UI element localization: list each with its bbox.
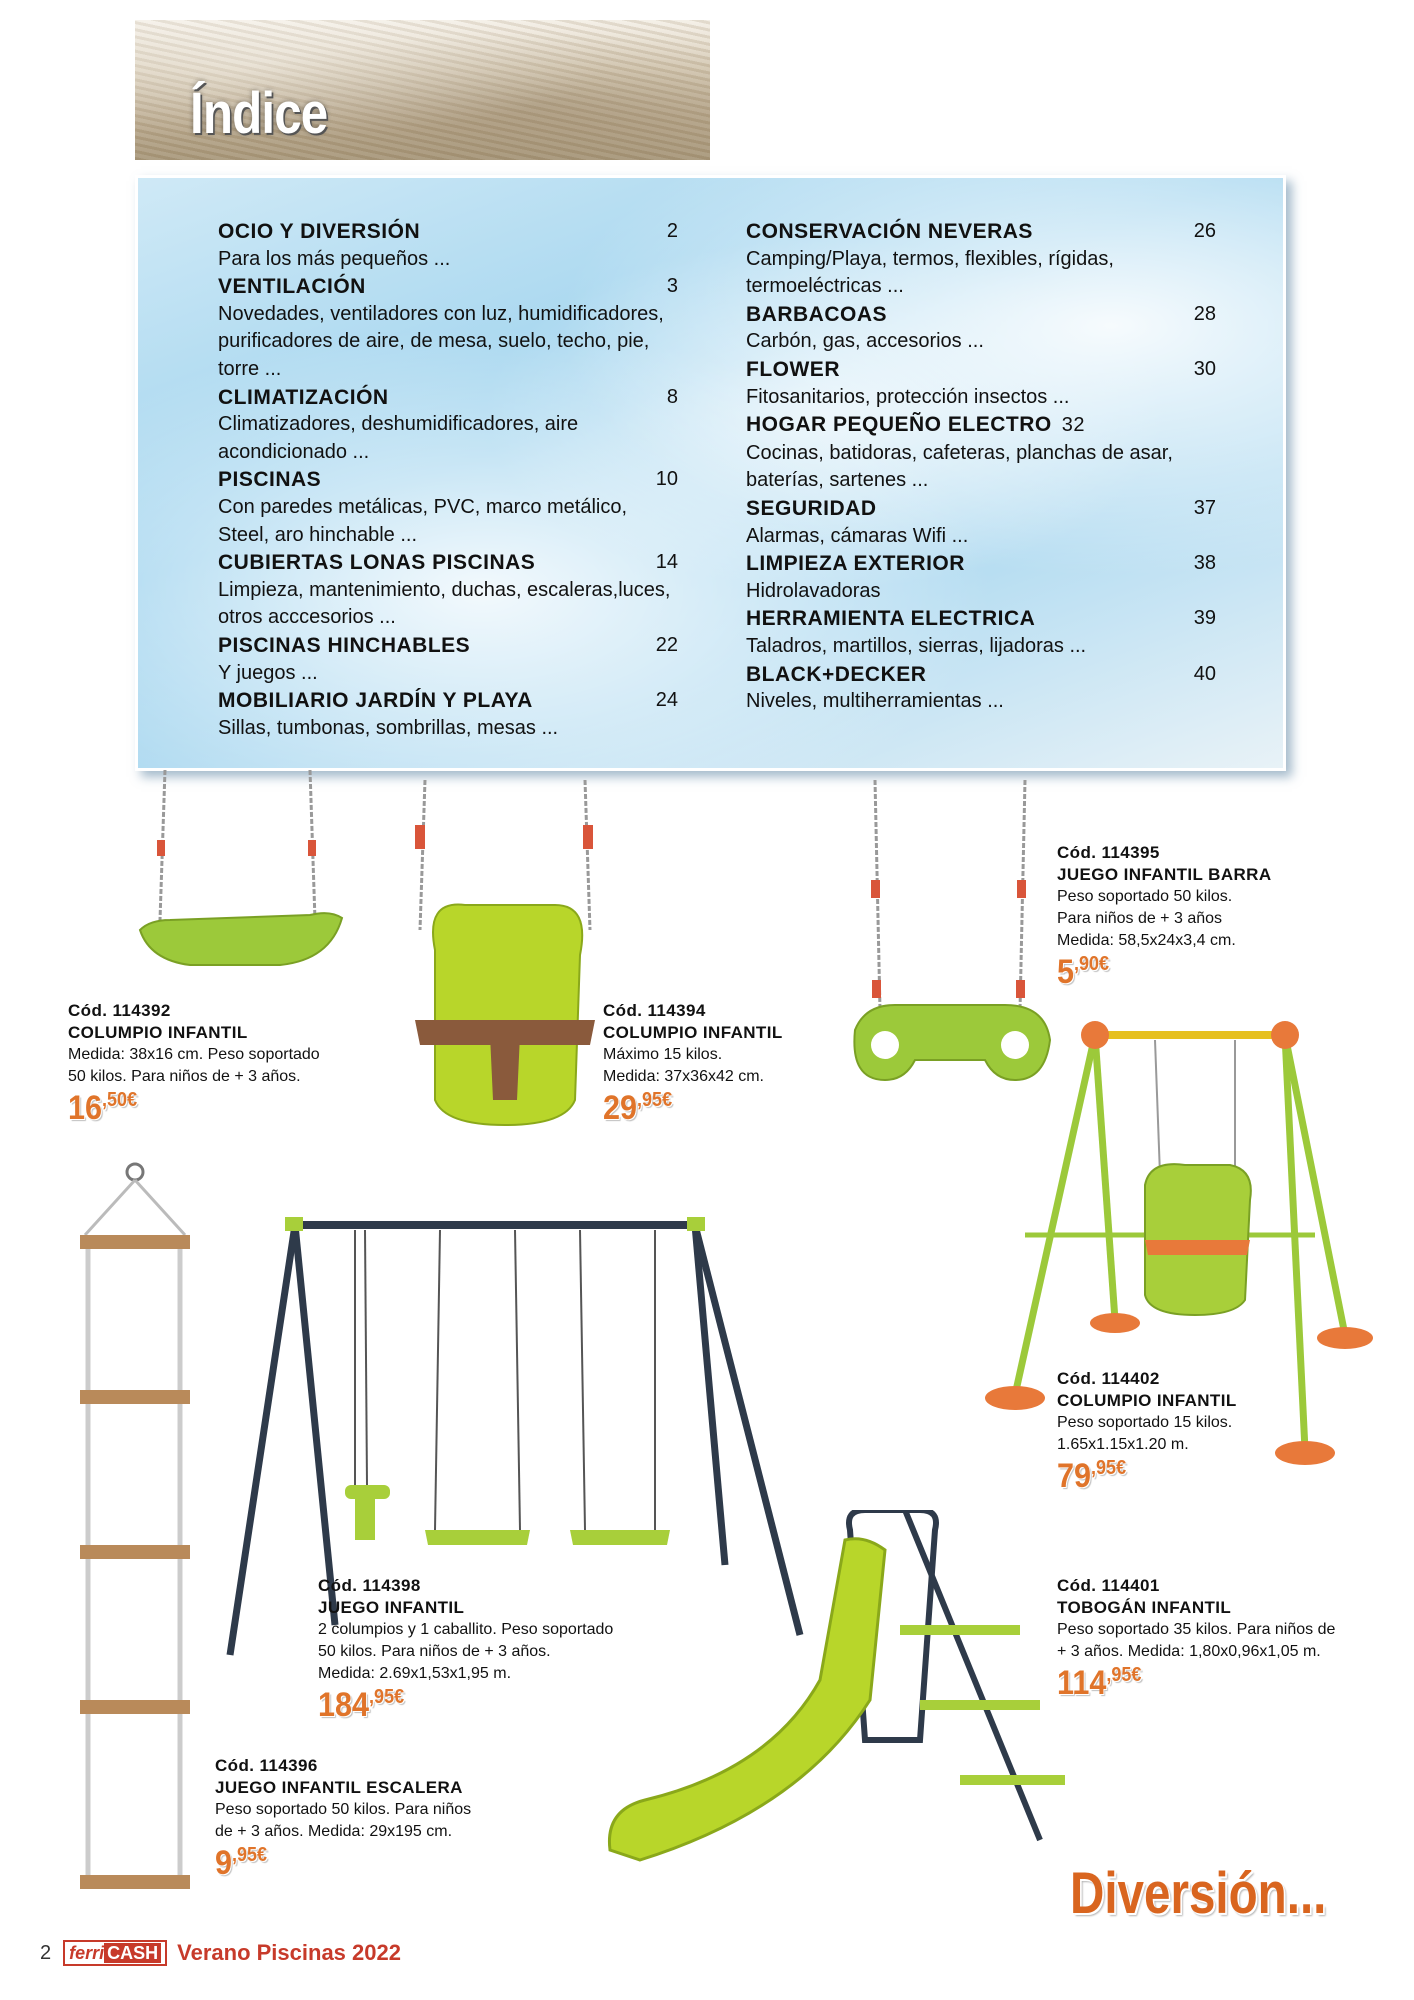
product-114401 xyxy=(1057,1575,1335,1703)
product-code: Cód. 114394 xyxy=(603,1001,706,1020)
index-entry-desc: Carbón, gas, accesorios ... xyxy=(746,330,984,353)
index-entry-desc: Y juegos ... xyxy=(218,661,318,684)
index-entry-title: PISCINAS xyxy=(218,468,322,492)
product-price xyxy=(68,1088,295,1128)
index-entry-desc: Niveles, multiherramientas ... xyxy=(746,690,1004,713)
index-entry-page: 8 xyxy=(666,385,678,408)
index-entry-desc: Hidrolavadoras xyxy=(746,579,881,602)
index-entry-title: VENTILACIÓN xyxy=(218,275,366,299)
product-price xyxy=(1057,1456,1219,1496)
product-name: JUEGO INFANTIL ESCALERA xyxy=(215,1778,463,1797)
index-entry[interactable] xyxy=(746,411,1216,495)
product-114402 xyxy=(1057,1368,1237,1496)
index-entry-title: CLIMATIZACIÓN xyxy=(218,385,389,409)
product-desc: Medida: 2.69x1,53x1,95 m. xyxy=(318,1665,512,1682)
product-114392 xyxy=(68,1000,320,1128)
index-entry[interactable] xyxy=(746,661,1216,716)
product-code: Cód. 114402 xyxy=(1057,1369,1160,1388)
product-desc: Medida: 38x16 cm. Peso soportado xyxy=(68,1046,320,1063)
page-footer xyxy=(40,1940,401,1966)
index-entry-page: 26 xyxy=(1193,220,1216,242)
product-desc: Peso soportado 50 kilos. Para niños xyxy=(215,1801,472,1818)
baby-swing-image xyxy=(405,780,605,1130)
product-114398 xyxy=(318,1575,613,1725)
index-entry[interactable] xyxy=(746,495,1216,550)
catalog-title: Verano Piscinas 2022 xyxy=(177,1940,401,1965)
index-entry-page: 39 xyxy=(1193,607,1216,630)
price-decimals: ,95€ xyxy=(369,1686,405,1708)
index-entry[interactable] xyxy=(218,273,678,383)
price-decimals: ,90€ xyxy=(1074,953,1110,975)
index-entry-page: 2 xyxy=(666,220,678,242)
index-entry-title: CONSERVACIÓN NEVERAS xyxy=(746,220,1033,243)
price-decimals: ,95€ xyxy=(1091,1457,1127,1479)
index-entry-page: 24 xyxy=(655,689,678,712)
index-entry-title: BARBACOAS xyxy=(746,302,887,326)
product-price xyxy=(1057,1663,1308,1703)
index-entry-page: 30 xyxy=(1193,357,1216,380)
index-entry[interactable] xyxy=(218,384,678,467)
index-entry[interactable] xyxy=(218,632,678,687)
rope-ladder-image xyxy=(70,1160,200,1900)
price-integer: 9 xyxy=(215,1844,233,1882)
product-code: Cód. 114392 xyxy=(68,1001,171,1020)
price-decimals: ,95€ xyxy=(1106,1664,1142,1686)
index-entry[interactable] xyxy=(218,218,678,273)
product-desc: 2 columpios y 1 caballito. Peso soportado xyxy=(318,1621,614,1638)
product-code: Cód. 114401 xyxy=(1057,1576,1160,1595)
index-entry[interactable] xyxy=(746,550,1216,605)
index-entry[interactable] xyxy=(746,218,1216,301)
index-entry-desc: Cocinas, batidoras, cafeteras, planchas de asar, baterías, sartenes ... xyxy=(746,441,1173,492)
belt-swing-image xyxy=(130,770,350,980)
product-desc: + 3 años. Medida: 1,80x0,96x1,05 m. xyxy=(1057,1643,1321,1660)
product-desc: de + 3 años. Medida: 29x195 cm. xyxy=(215,1823,453,1840)
index-entry-title: OCIO Y DIVERSIÓN xyxy=(218,220,421,243)
brand-logo xyxy=(63,1940,167,1966)
price-integer: 114 xyxy=(1057,1664,1107,1702)
index-entry-title: FLOWER xyxy=(746,357,840,381)
brand-logo-part: CASH xyxy=(104,1943,161,1963)
price-decimals: ,95€ xyxy=(232,1844,268,1866)
product-desc: Máximo 15 kilos. xyxy=(603,1046,723,1063)
product-code: Cód. 114395 xyxy=(1057,843,1160,862)
product-code: Cód. 114398 xyxy=(318,1576,421,1595)
index-entry-desc: Novedades, ventiladores con luz, humidificadores, purificadores de aire, de mesa, suelo, techo, pie, torre ... xyxy=(218,302,664,380)
index-entry-desc: Fitosanitarios, protección insectos ... xyxy=(746,385,1070,408)
product-name: COLUMPIO INFANTIL xyxy=(68,1023,248,1042)
index-entry-page: 14 xyxy=(655,551,678,574)
page-number: 2 xyxy=(40,1941,52,1964)
index-entry-title-text: HOGAR PEQUEÑO ELECTRO xyxy=(746,413,1052,437)
product-name: JUEGO INFANTIL xyxy=(318,1598,465,1617)
index-entry-desc: Limpieza, mantenimiento, duchas, escaleras,luces, otros acccesorios ... xyxy=(218,578,671,629)
index-entry-page: 3 xyxy=(666,275,678,298)
product-code: Cód. 114396 xyxy=(215,1756,318,1775)
index-entry-title: CUBIERTAS LONAS PISCINAS xyxy=(218,551,536,575)
product-name: COLUMPIO INFANTIL xyxy=(603,1023,783,1042)
product-114394 xyxy=(603,1000,783,1128)
product-price xyxy=(1057,952,1250,992)
slide-image xyxy=(600,1510,1080,1870)
price-decimals: ,50€ xyxy=(102,1089,138,1111)
index-entry-page: 28 xyxy=(1193,302,1216,325)
price-integer: 29 xyxy=(603,1089,638,1127)
product-name: JUEGO INFANTIL BARRA xyxy=(1057,865,1272,884)
index-column-right xyxy=(746,218,1216,716)
price-integer: 5 xyxy=(1057,953,1075,991)
product-desc: Peso soportado 50 kilos. xyxy=(1057,888,1233,905)
index-panel xyxy=(135,175,1286,771)
index-entry-page: 10 xyxy=(655,468,678,491)
index-entry-title xyxy=(746,411,1216,440)
index-entry[interactable] xyxy=(746,605,1216,660)
product-desc: Medida: 37x36x42 cm. xyxy=(603,1068,764,1085)
index-entry[interactable] xyxy=(218,466,678,549)
index-entry-page: 37 xyxy=(1193,496,1216,519)
product-price xyxy=(318,1685,584,1725)
index-entry-page: 22 xyxy=(655,633,678,656)
index-entry-title: HERRAMIENTA ELECTRICA xyxy=(746,607,1036,631)
index-entry-desc: Para los más pequeños ... xyxy=(218,247,451,270)
product-desc: Para niños de + 3 años xyxy=(1057,910,1223,927)
index-entry-page: 40 xyxy=(1193,662,1216,685)
index-entry-desc: Alarmas, cámaras Wifi ... xyxy=(746,524,969,547)
product-name: TOBOGÁN INFANTIL xyxy=(1057,1598,1232,1617)
index-entry-page: 38 xyxy=(1193,552,1216,575)
index-column-left xyxy=(218,218,678,742)
product-114395 xyxy=(1057,842,1272,992)
product-price xyxy=(215,1843,446,1883)
index-entry-title: MOBILIARIO JARDÍN Y PLAYA xyxy=(218,689,533,713)
index-entry-title: LIMPIEZA EXTERIOR xyxy=(746,552,965,576)
product-price xyxy=(603,1088,765,1128)
index-entry-title: SEGURIDAD xyxy=(746,496,877,520)
product-desc: Peso soportado 35 kilos. Para niños de xyxy=(1057,1621,1336,1638)
price-integer: 79 xyxy=(1057,1457,1092,1495)
index-entry[interactable] xyxy=(746,356,1216,411)
product-114396 xyxy=(215,1755,471,1883)
index-entry-desc: Climatizadores, deshumidificadores, aire acondicionado ... xyxy=(218,413,579,463)
index-entry[interactable] xyxy=(218,687,678,742)
index-entry[interactable] xyxy=(746,301,1216,356)
brand-logo-part: ferri xyxy=(69,1943,105,1963)
product-desc: Peso soportado 15 kilos. xyxy=(1057,1414,1233,1431)
index-entry-desc: Sillas, tumbonas, sombrillas, mesas ... xyxy=(218,716,559,739)
price-decimals: ,95€ xyxy=(637,1089,673,1111)
page-title: Índice xyxy=(190,81,328,146)
header-banner xyxy=(135,20,710,160)
index-entry-page: 32 xyxy=(1061,414,1085,437)
index-entry-desc: Taladros, martillos, sierras, lijadoras ... xyxy=(746,634,1087,657)
index-entry-desc: Camping/Playa, termos, flexibles, rígidas, termoeléctricas ... xyxy=(746,247,1114,298)
price-integer: 16 xyxy=(68,1089,103,1127)
product-desc: Medida: 58,5x24x3,4 cm. xyxy=(1057,932,1236,949)
product-name: COLUMPIO INFANTIL xyxy=(1057,1391,1237,1410)
index-entry[interactable] xyxy=(218,549,678,632)
product-desc: 50 kilos. Para niños de + 3 años. xyxy=(68,1068,301,1085)
price-integer: 184 xyxy=(318,1686,370,1724)
section-tagline: Diversión... xyxy=(1070,1861,1327,1926)
product-desc: 50 kilos. Para niños de + 3 años. xyxy=(318,1643,551,1660)
product-desc: 1.65x1.15x1.20 m. xyxy=(1057,1436,1189,1453)
index-entry-desc: Con paredes metálicas, PVC, marco metálico, Steel, aro hinchable ... xyxy=(218,495,628,546)
index-entry-title: BLACK+DECKER xyxy=(746,662,927,686)
index-entry-title: PISCINAS HINCHABLES xyxy=(218,633,471,657)
